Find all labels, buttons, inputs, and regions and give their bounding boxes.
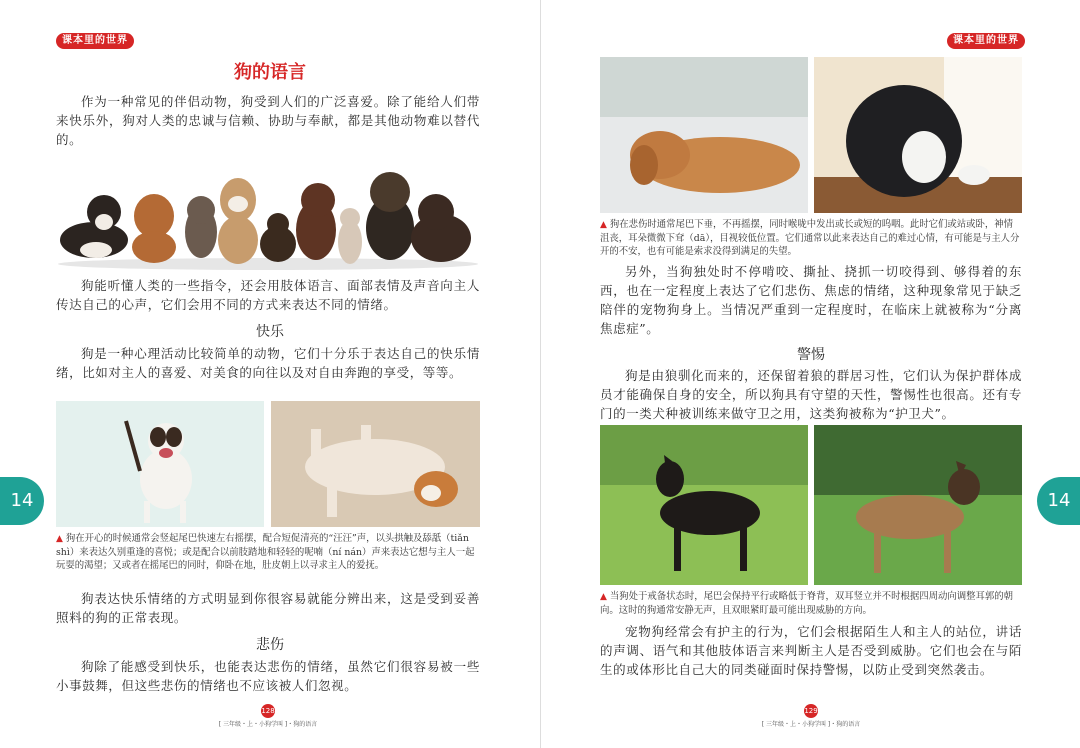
doberman-photo <box>600 425 808 585</box>
caption-triangle-icon: ▲ <box>56 534 63 544</box>
page-number-left: 128 <box>261 704 275 718</box>
happy-paragraph: 狗是一种心理活动比较简单的动物，它们十分乐于表达自己的快乐情绪，比如对主人的喜爱、对美食的向往以及对自由奔跑的享受，等等。 <box>56 346 480 380</box>
alert-paragraph: 狗是由狼驯化而来的，还保留着狼的群居习性，它们认为保护群体成员才能确保自身的安全，所以狗具有守望的天性，警惕性也很高。还有专门的一类犬种被训练来做守卫之用，这类狗被称为“护卫犬”。 <box>600 368 1022 421</box>
sad-retriever-photo <box>600 57 808 213</box>
side-tab-chapter[interactable]: 14 <box>0 477 44 525</box>
alert-caption <box>600 590 1022 617</box>
caption-triangle-icon: ▲ <box>600 592 607 602</box>
right-page <box>540 0 1080 748</box>
communication-paragraph: 狗能听懂人类的一些指令，还会用肢体语言、面部表情及声音向主人传达自己的心声，它们会用不同的方式来表达不同的情绪。 <box>56 278 480 312</box>
section-badge: 课本里的世界 <box>56 33 134 49</box>
heading-happy: 快乐 <box>256 324 284 340</box>
side-tab-chapter[interactable]: 14 <box>1037 477 1080 525</box>
footer-left: [ 三年级・上・小狗学叫 ]・狗的语言 <box>218 721 318 728</box>
sad-paragraph: 狗除了能感受到快乐，也能表达悲伤的情绪，虽然它们很容易被一些小事鼓舞，但这些悲伤的情绪也不应该被人们忽视。 <box>56 659 480 693</box>
heading-sad: 悲伤 <box>256 637 284 653</box>
jumping-dog-photo <box>56 401 264 527</box>
happy-caption-text: 狗在开心的时候通常会竖起尾巴快速左右摇摆，配合短促清亮的“汪汪”声，以头拱触及舔舐（tiǎn shì）来表达久别重逢的喜悦；或是配合以前肢踏地和轻轻的呢喃（ní nán）声来表达它想与主人一起玩耍的渴望；又或者在摇尾巴的同时，仰卧在地，肚皮朝上以寻求主人的爱抚。 <box>56 533 475 571</box>
happy-summary-paragraph: 狗表达快乐情绪的方式明显到你很容易就能分辨出来，这是受到妥善照料的狗的正常表现。 <box>56 591 480 625</box>
puppies-group-photo <box>56 152 480 270</box>
footer-right: [ 三年级・上・小狗学叫 ]・狗的语言 <box>761 721 861 728</box>
intro-paragraph: 作为一种常见的伴侣动物，狗受到人们的广泛喜爱。除了能给人们带来快乐外，狗对人类的忠诚与信赖、协助与奉献，都是其他动物难以替代的。 <box>56 94 480 147</box>
page-number-right: 129 <box>804 704 818 718</box>
alert-caption-text: 当狗处于戒备状态时，尾巴会保持平行或略低于脊背，双耳竖立并不时根据四周动向调整耳郭的朝向。这时的狗通常安静无声，且双眼紧盯最可能出现威胁的方向。 <box>600 591 1014 616</box>
sad-puppy-photo <box>814 57 1022 213</box>
sad-caption-text: 狗在悲伤时通常尾巴下垂，不再摇摆，同时喉咙中发出或长或短的呜咽。此时它们或站或卧，神情沮丧，耳朵微微下耷（dā），目视较低位置。它们通常以此来表达自己的难过心情，有可能是与主人分开的不安，也有可能是索求没得到满足的失望。 <box>600 219 1020 257</box>
heading-alert: 警惕 <box>797 347 825 363</box>
anxiety-paragraph: 另外，当狗独处时不停啃咬、撕扯、挠抓一切咬得到、够得着的东西，也在一定程度上表达了它们悲伤、焦虑的情绪，这种现象常见于缺乏陪伴的宠物狗身上。当情况严重到一定程度时，在临床上就被称为“分离焦虑症”。 <box>600 264 1022 336</box>
protective-paragraph: 宠物狗经常会有护主的行为，它们会根据陌生人和主人的站位，讲话的声调、语气和其他肢体语言来判断主人是否受到威胁。它们也会在与陌生的或体形比自己大的同类碰面时保持警惕，以防止受到突然袭击。 <box>600 624 1022 677</box>
page-title: 狗的语言 <box>234 62 306 83</box>
sad-caption <box>600 218 1022 258</box>
section-badge: 课本里的世界 <box>947 33 1025 49</box>
caption-triangle-icon: ▲ <box>600 220 607 230</box>
malinois-photo <box>814 425 1022 585</box>
belly-up-dog-photo <box>271 401 480 527</box>
happy-caption <box>56 532 480 572</box>
